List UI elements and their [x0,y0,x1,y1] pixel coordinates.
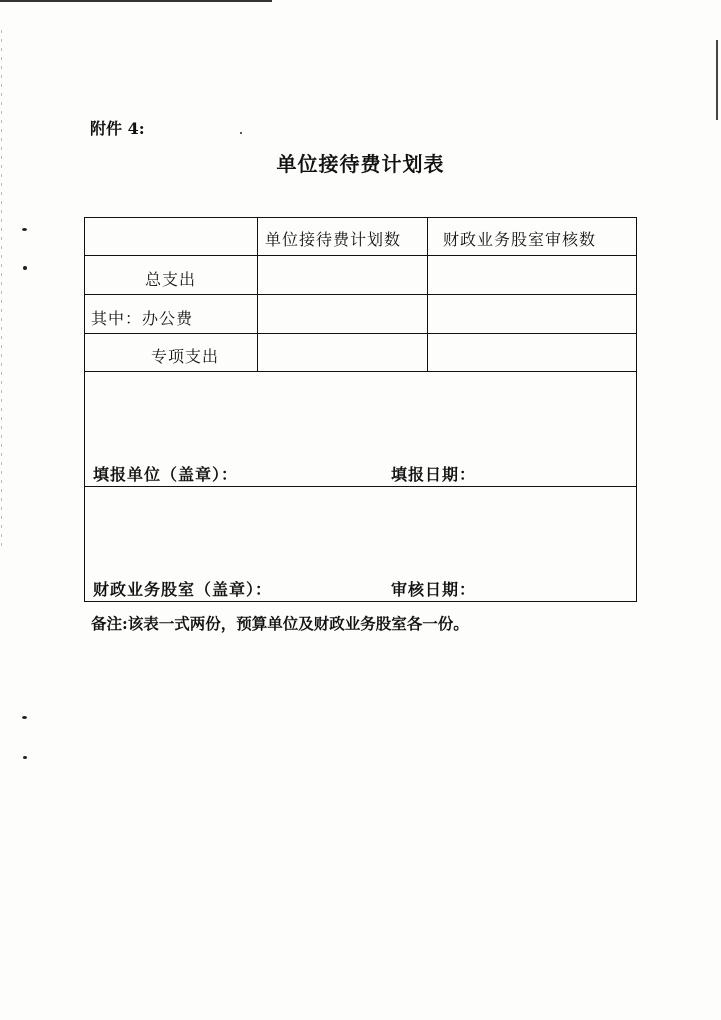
scan-edge-right [716,40,718,120]
filler-unit-label: 填报单位（盖章）： [93,465,239,484]
row-label-total: 总支出 [145,270,197,289]
footnote: 备注:该表一式两份，预算单位及财政业务股室各一份。 [91,614,469,633]
scan-speck [23,266,27,270]
column-divider [427,218,428,372]
header-plan: 单位接待费计划数 [265,230,402,249]
scan-edge-left [1,30,2,550]
document-title: 单位接待费计划表 [276,152,445,176]
scan-edge-top [0,0,272,2]
scan-speck [22,228,27,231]
row-divider [85,294,637,295]
plan-table [84,217,637,602]
row-label-special: 专项支出 [151,347,220,366]
row-label-office: 其中：办公费 [91,309,194,328]
row-divider [85,255,637,256]
scan-speck [240,132,242,134]
header-review: 财政业务股室审核数 [443,230,597,249]
row-divider [85,371,637,372]
row-divider [85,486,637,487]
row-divider [85,333,637,334]
column-divider [257,218,258,372]
scan-speck [22,716,27,719]
scan-speck [23,756,27,759]
attachment-label: 附件 4: [90,119,145,138]
filler-date-label: 填报日期： [391,465,477,484]
reviewer-date-label: 审核日期： [391,580,477,599]
reviewer-office-label: 财政业务股室（盖章）： [93,580,273,599]
